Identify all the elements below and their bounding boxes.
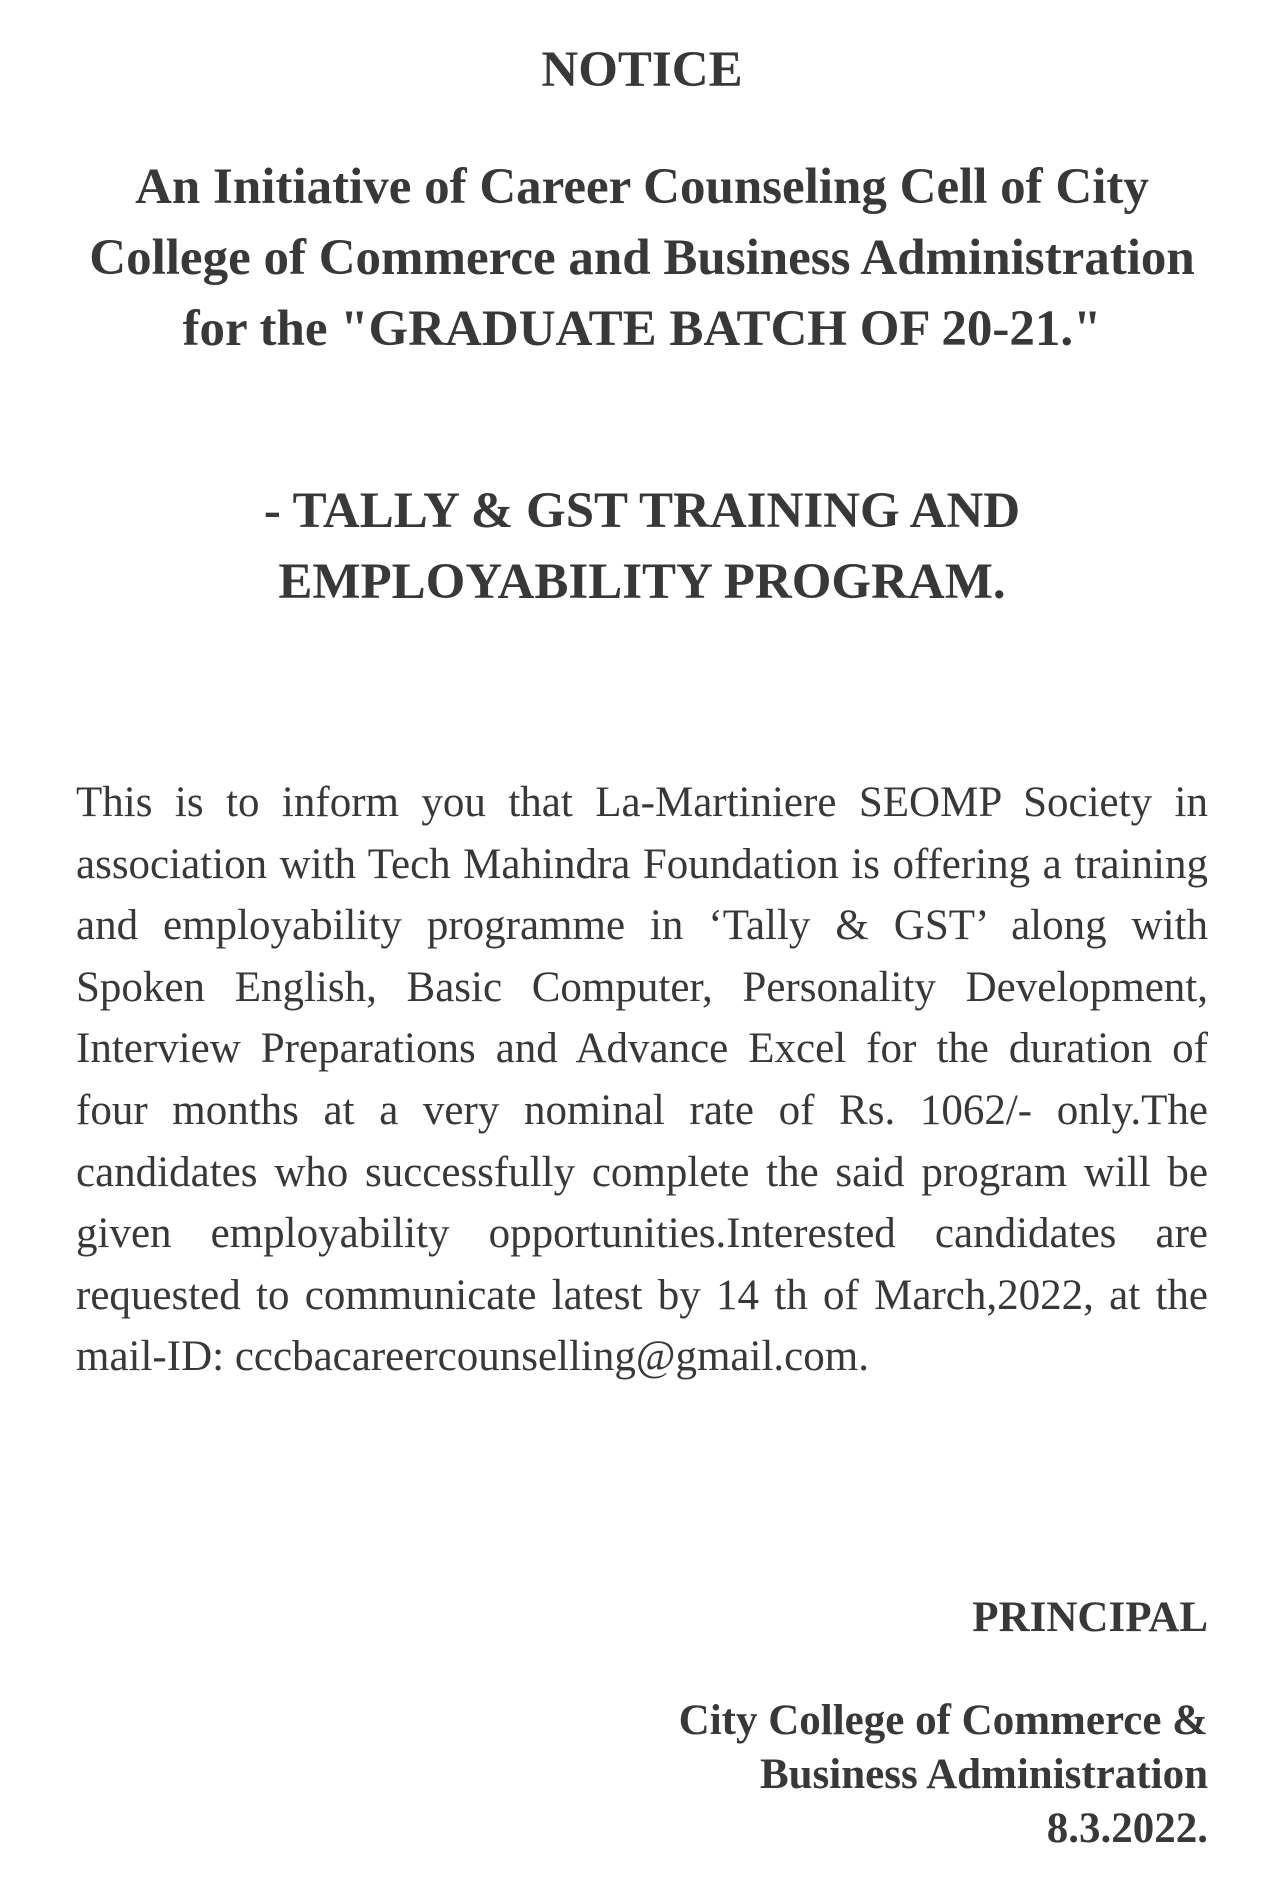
notice-body: This is to inform you that La-Martiniere SEOMP Society in association with Tech Mahindra Foundation is offering a training and employability programme in ‘Tally & GST’ along with Spoken English, Basic Computer, Personality Development, Interview Preparations and Advance Excel for the duration of four months at a very nominal rate of Rs. 1062/- only.The candidates who successfully complete the said program will be given employability opportunities.Interested candidates are requested to communicate latest by 14 th of March,2022, at the mail-ID: cccbacareercounselling@gmail.com. [76, 779, 1208, 1381]
program-title: - TALLY & GST TRAINING AND EMPLOYABILITY PROGRAM. [263, 483, 1021, 610]
initiative-heading: An Initiative of Career Counseling Cell of City College of Commerce and Business Administration for the "GRADUATE BATCH OF 20-21." [89, 159, 1195, 357]
college-name-line1: City College of Commerce & [678, 1697, 1208, 1744]
notice-date: 8.3.2022. [1046, 1805, 1208, 1852]
college-signature-block [508, 1694, 1208, 1856]
notice-heading: NOTICE [541, 42, 743, 98]
college-name-line2: Business Administration [759, 1751, 1208, 1798]
signatory-title: PRINCIPAL [972, 1594, 1208, 1641]
